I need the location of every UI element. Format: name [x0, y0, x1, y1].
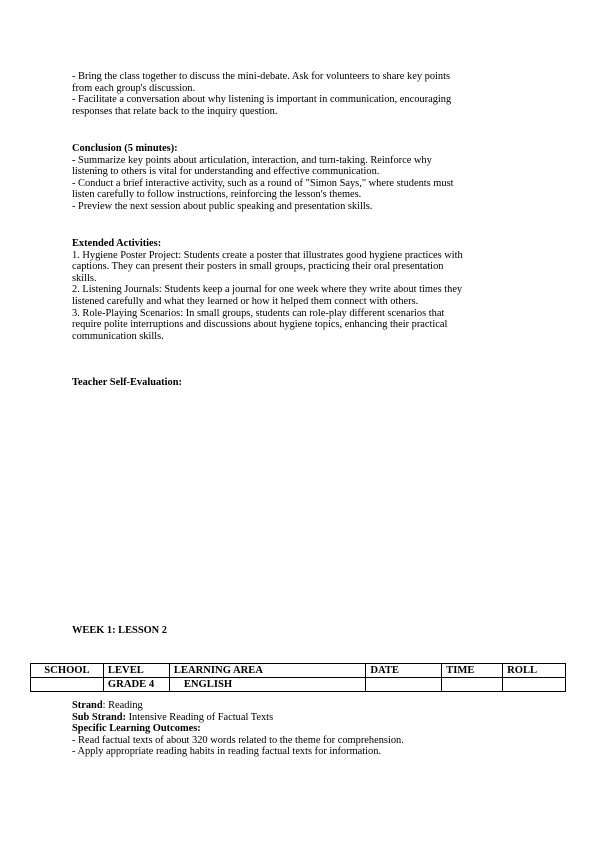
header-level: LEVEL — [103, 664, 169, 678]
self-evaluation-section — [72, 377, 532, 389]
cell-level: GRADE 4 — [103, 678, 169, 692]
table-header-row — [31, 664, 566, 678]
cell-learning-area: ENGLISH — [169, 678, 365, 692]
outcomes-heading: Specific Learning Outcomes: — [72, 723, 201, 735]
text-line: listened carefully and what they learned or how it helped them connect with others. — [72, 295, 419, 307]
text-line: 1. Hygiene Poster Project: Students create a poster that illustrates good hygiene practices with — [72, 249, 463, 261]
sub-strand-label: Sub Strand: — [72, 711, 126, 723]
header-time: TIME — [442, 664, 503, 678]
text-line: - Facilitate a conversation about why listening is important in communication, encouraging — [72, 94, 452, 106]
lesson-title-text: WEEK 1: LESSON 2 — [72, 625, 167, 636]
strand-line — [72, 700, 532, 712]
cell-date — [366, 678, 442, 692]
text-line: - Summarize key points about articulation, interaction, and turn-taking. Reinforce why — [72, 154, 432, 166]
lesson-info-table — [30, 663, 566, 692]
cell-time — [442, 678, 503, 692]
outcome-item: - Apply appropriate reading habits in reading factual texts for information. — [72, 746, 382, 758]
outcome-item: - Read factual texts of about 320 words related to the theme for comprehension. — [72, 734, 404, 746]
text-line: communication skills. — [72, 330, 164, 342]
text-line: listen carefully to follow instructions, reinforcing the lesson's themes. — [72, 189, 362, 201]
self-evaluation-heading: Teacher Self-Evaluation: — [72, 377, 182, 388]
text-line: listening to others is vital for understanding and effective communication. — [72, 166, 380, 178]
cell-school — [31, 678, 104, 692]
text-line: require polite interruptions and discussions about hygiene topics, enhancing their practical — [72, 319, 448, 331]
text-line: skills. — [72, 272, 97, 284]
cell-roll — [503, 678, 566, 692]
text-line: 2. Listening Journals: Students keep a journal for one week where they write about times they — [72, 284, 463, 296]
text-line: captions. They can present their posters in small groups, practicing their oral presentation — [72, 261, 444, 273]
text-line: 3. Role-Playing Scenarios: In small groups, students can role-play different scenarios that — [72, 307, 445, 319]
text-line: responses that relate back to the inquiry question. — [72, 105, 278, 117]
text-line: - Bring the class together to discuss the mini-debate. Ask for volunteers to share key points — [72, 71, 451, 82]
sub-strand-line — [72, 712, 532, 724]
text-line: - Conduct a brief interactive activity, such as a round of "Simon Says," where students must — [72, 177, 454, 189]
text-line: - Preview the next session about public speaking and presentation skills. — [72, 200, 373, 212]
strand-value: : Reading — [102, 700, 143, 711]
discussion-paragraph — [72, 71, 532, 117]
header-school: SCHOOL — [31, 664, 104, 678]
lesson-details-section — [72, 700, 532, 758]
sub-strand-value: Intensive Reading of Factual Texts — [126, 711, 274, 723]
extended-activities-section — [72, 238, 532, 342]
text-line: from each group's discussion. — [72, 82, 196, 94]
conclusion-heading: Conclusion (5 minutes): — [72, 143, 178, 154]
conclusion-section — [72, 143, 532, 213]
extended-activities-heading: Extended Activities: — [72, 238, 162, 249]
header-date: DATE — [366, 664, 442, 678]
header-roll: ROLL — [503, 664, 566, 678]
header-learning-area: LEARNING AREA — [169, 664, 365, 678]
strand-label: Strand — [72, 700, 103, 711]
lesson-title — [72, 625, 532, 637]
table-row — [31, 678, 566, 692]
